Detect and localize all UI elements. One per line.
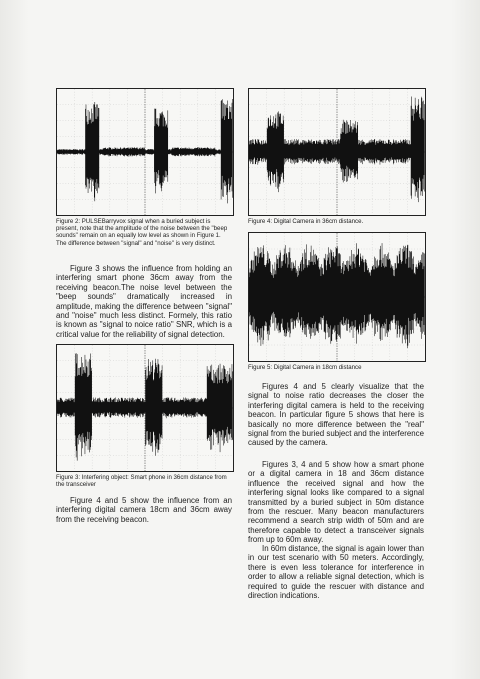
signal-trace — [249, 243, 424, 348]
left-paragraph-1-text: Figure 3 shows the influence from holding an interfering smart phone 36cm away from the receiving beacon.The noise level between the "beep sounds" dramatically increased in amplitude, making the difference between "signal" and "noise" much less distinct. Formely, this ratio is known as "signal to noice ratio" SNR, which is a critical value for the reliability of signal detection. — [56, 264, 232, 339]
right-paragraph-3-text: In 60m distance, the signal is again lower than in our test scenario with 50 meters. Accordingly, there is even less tolerance for interference in order to allow a reliable signal detection, which is required to guide the rescuer with distance and direction indications. — [248, 544, 424, 601]
right-paragraph-3 — [248, 544, 424, 600]
figure-3-oscilloscope-plot — [56, 344, 234, 472]
figure-5-oscilloscope-plot — [248, 232, 426, 362]
figure-3-caption: Figure 3: Interfering object: Smart phone in 36cm distance from the transceiver — [56, 474, 227, 489]
figure-5-waveform — [249, 233, 425, 361]
figure-2-oscilloscope-plot — [56, 88, 234, 216]
figure-2-waveform — [57, 89, 233, 215]
signal-trace — [57, 353, 232, 460]
right-paragraph-2-text: Figures 3, 4 and 5 show how a smart phone or a digital camera in 18 and 36cm distance influence the received signal and how the interfering signal looks like compared to a signal transmitted by a buried subject in 50m distance from the rescuer. Many beacon manufacturers recommend a search strip width of 50m and are therefore capable to detect a transceiver signals from up to 60m away. — [248, 460, 424, 545]
figure-4-caption: Figure 4: Digital Camera in 36cm distance. — [248, 218, 364, 225]
figure-3-waveform — [57, 345, 233, 471]
figure-2-caption: Figure 2: PULSEBarryvox signal when a buried subject is present, note that the amplitude of the noise between the "beep sounds" remain on an equally low level as shown in Figure 1. The difference between "signal" and "noise" is very distinct. — [56, 218, 228, 247]
left-paragraph-2 — [56, 496, 232, 524]
left-paragraph-2-text: Figure 4 and 5 show the influence from an interfering digital camera 18cm and 36cm away from the receiving beacon. — [56, 496, 232, 524]
figure-4-waveform — [249, 89, 425, 215]
right-paragraph-2 — [248, 460, 424, 545]
figure-4-oscilloscope-plot — [248, 88, 426, 216]
figure-5-caption: Figure 5: Digital Camera in 18cm distance — [248, 364, 362, 371]
right-paragraph-1-text: Figures 4 and 5 clearly visualize that the signal to noise ratio decreases the closer the interfering digital camera is held to the receiving beacon. In particular figure 5 shows that here is basically no more difference between the "real" signal from the buried subject and the interference caused by the camera. — [248, 382, 424, 448]
left-paragraph-1 — [56, 264, 232, 339]
right-paragraph-1 — [248, 382, 424, 448]
